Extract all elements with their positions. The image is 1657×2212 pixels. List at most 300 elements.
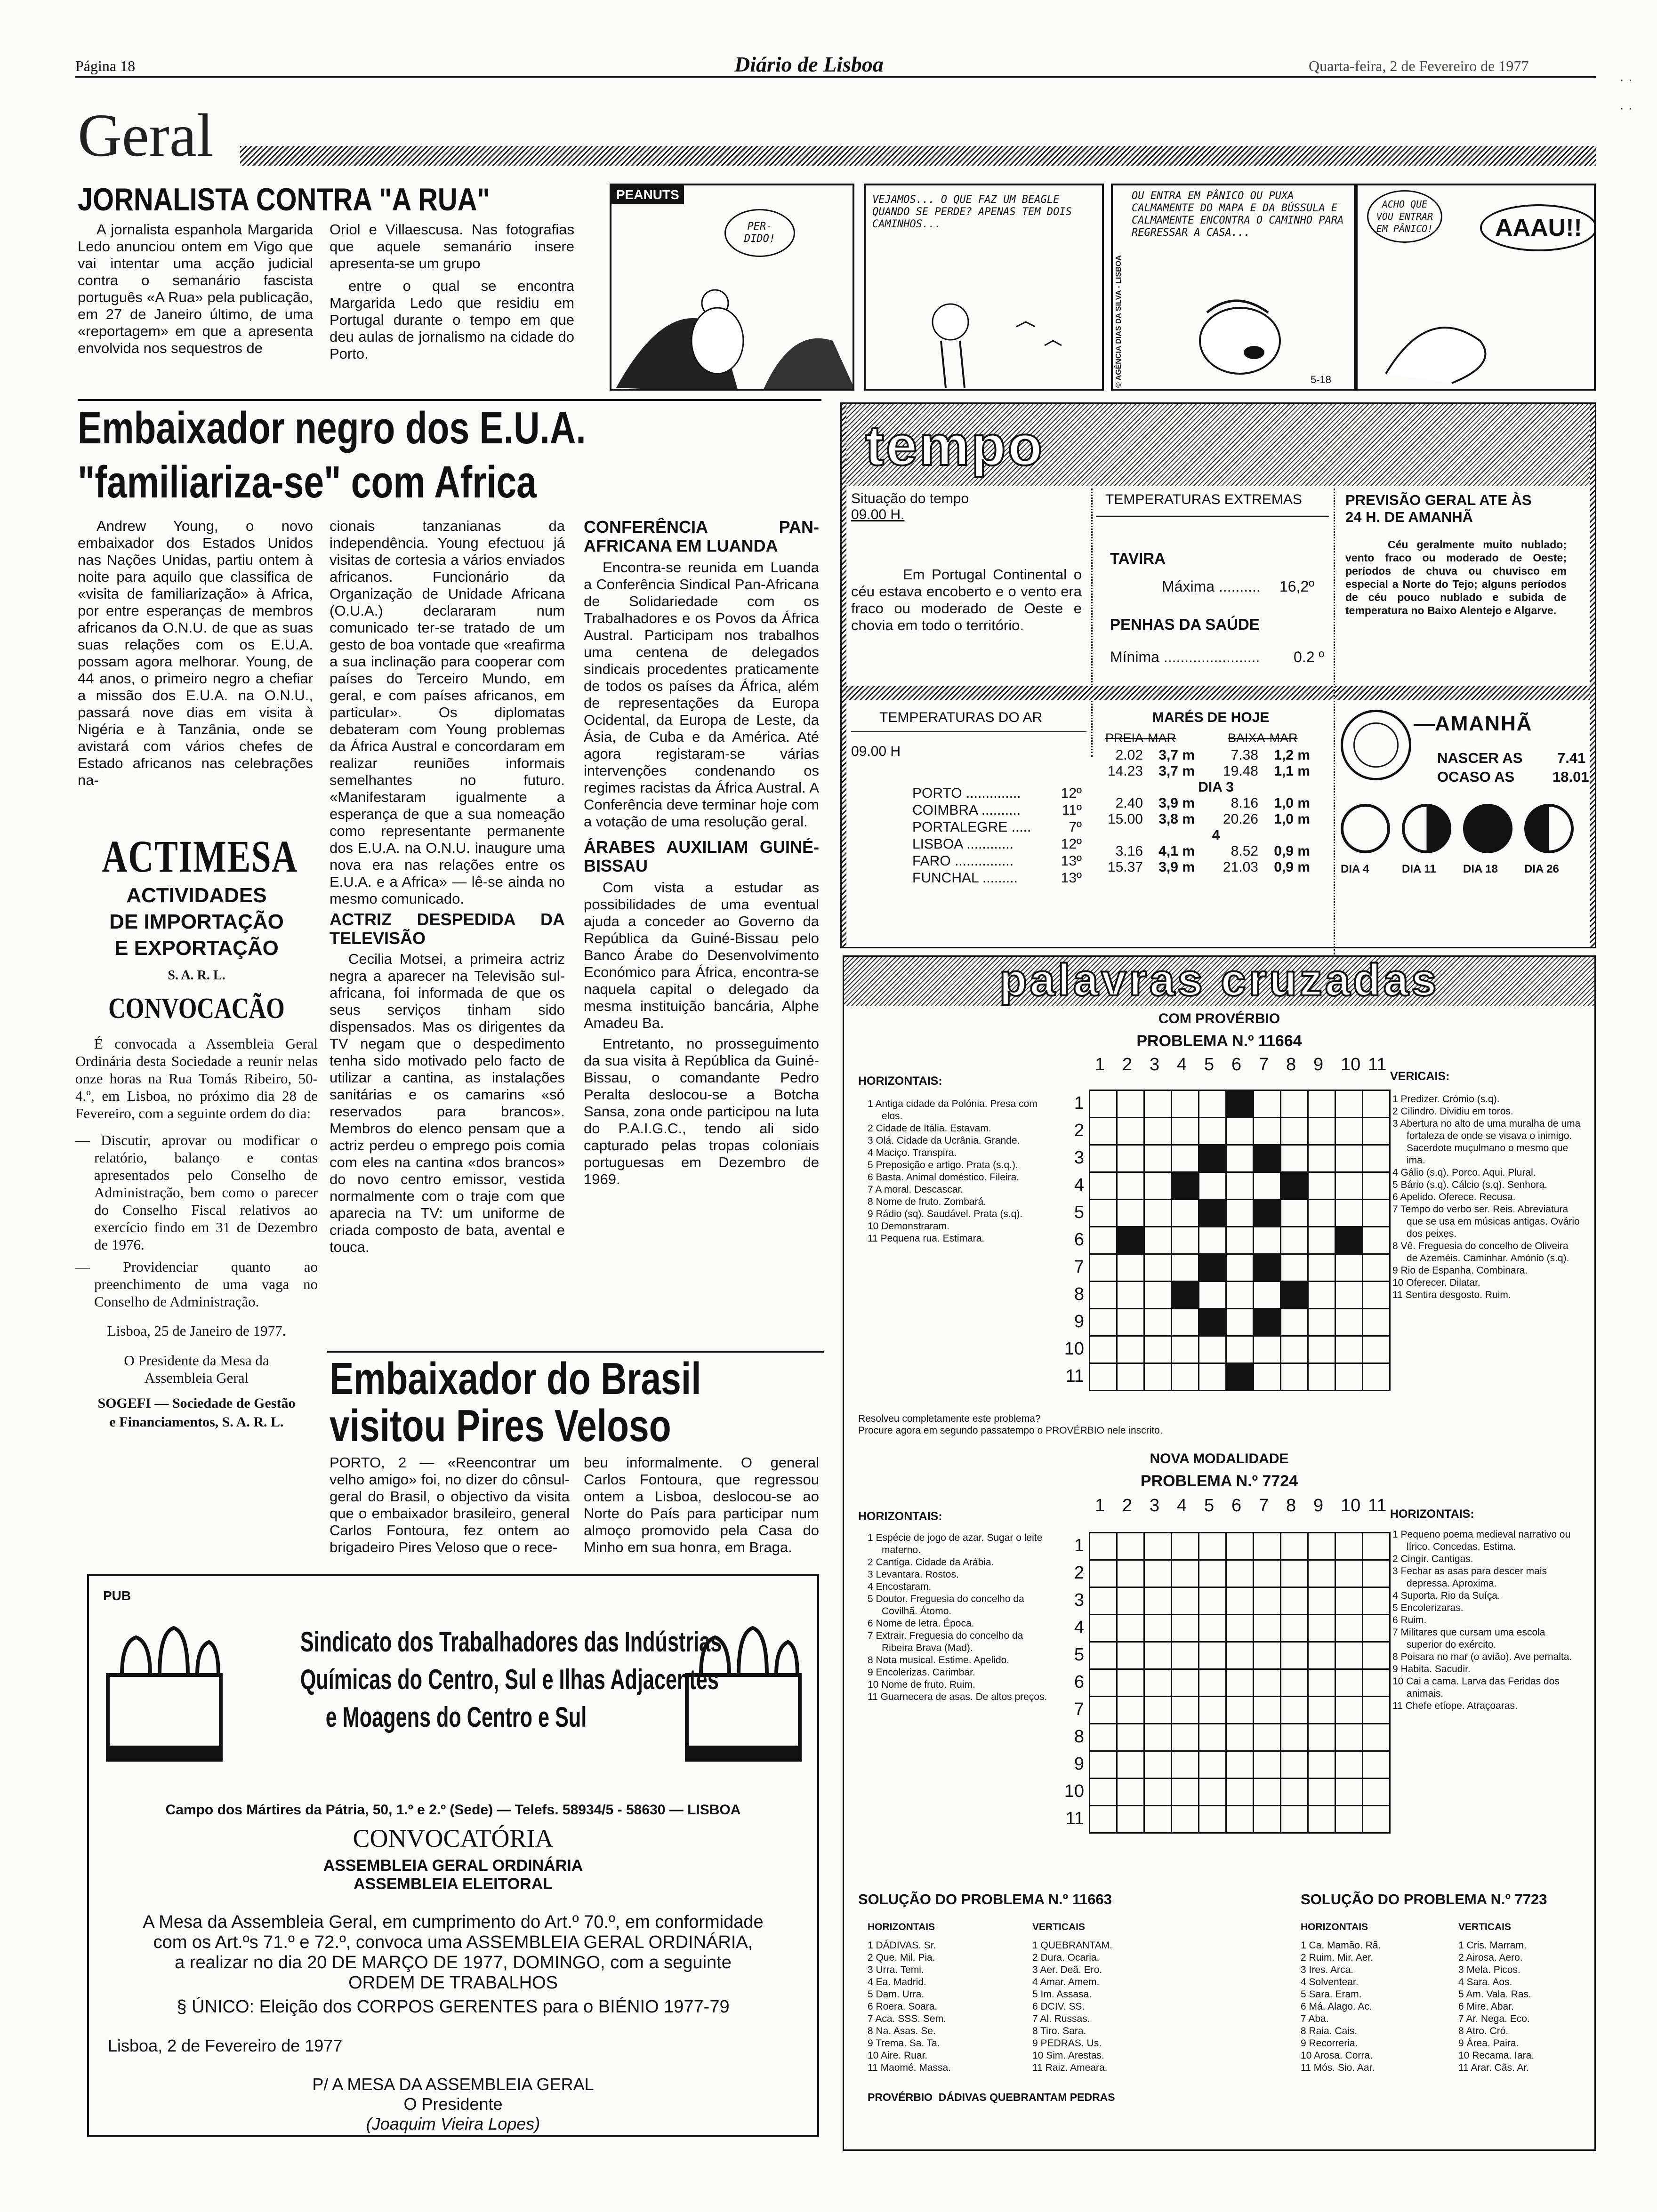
grid-cell[interactable] — [1090, 1254, 1117, 1282]
clue: 6 Ruim. — [1392, 1615, 1427, 1626]
grid-cell — [1254, 1200, 1281, 1227]
row-number: 3 — [1074, 1148, 1084, 1168]
grid-cell[interactable] — [1335, 1669, 1363, 1697]
clue: 2 Cilindro. Dividiu em toros. — [1392, 1106, 1513, 1117]
grid-cell[interactable] — [1090, 1118, 1117, 1145]
grid-cell[interactable] — [1254, 1533, 1281, 1560]
solution-list — [868, 1940, 1023, 2074]
solution-entry: 8 Atro. Cró. — [1458, 2026, 1509, 2036]
grid-cell[interactable] — [1199, 1669, 1226, 1697]
grid-cell[interactable] — [1363, 1642, 1390, 1669]
grid-cell[interactable] — [1363, 1751, 1390, 1779]
grid-cell[interactable] — [1226, 1806, 1254, 1833]
grid-cell[interactable] — [1199, 1724, 1226, 1751]
grid-cell[interactable] — [1117, 1779, 1144, 1806]
grid-cell[interactable] — [1090, 1751, 1117, 1779]
grid-cell[interactable] — [1117, 1172, 1144, 1200]
grid-cell[interactable] — [1117, 1090, 1144, 1118]
grid-cell[interactable] — [1363, 1779, 1390, 1806]
clue: 2 Cantiga. Cidade da Arábia. — [868, 1557, 994, 1568]
grid-cell[interactable] — [1117, 1282, 1144, 1309]
grid-cell[interactable] — [1226, 1587, 1254, 1615]
grid-cell[interactable] — [1090, 1587, 1117, 1615]
grid-cell[interactable] — [1254, 1669, 1281, 1697]
grid-cell[interactable] — [1226, 1309, 1254, 1336]
grid-cell[interactable] — [1308, 1227, 1335, 1254]
grid-cell[interactable] — [1363, 1282, 1390, 1309]
pub-tag: PUB — [103, 1588, 131, 1603]
grid-cell[interactable] — [1199, 1363, 1226, 1391]
grid-cell[interactable] — [1363, 1615, 1390, 1642]
grid-cell[interactable] — [1363, 1227, 1390, 1254]
grid-cell[interactable] — [1199, 1336, 1226, 1363]
grid-cell[interactable] — [1335, 1282, 1363, 1309]
grid-cell[interactable] — [1363, 1118, 1390, 1145]
grid-cell[interactable] — [1254, 1336, 1281, 1363]
air-temp-row — [912, 819, 1082, 836]
grid-cell[interactable] — [1144, 1560, 1172, 1587]
grid-cell[interactable] — [1363, 1309, 1390, 1336]
grid-cell[interactable] — [1308, 1533, 1335, 1560]
grid-cell[interactable] — [1172, 1254, 1199, 1282]
grid-cell[interactable] — [1363, 1533, 1390, 1560]
moon-phase-label: DIA 11 — [1402, 863, 1436, 875]
grid-cell[interactable] — [1090, 1669, 1117, 1697]
grid-cell[interactable] — [1335, 1336, 1363, 1363]
grid-cell[interactable] — [1226, 1724, 1254, 1751]
grid-cell[interactable] — [1144, 1587, 1172, 1615]
grid-cell[interactable] — [1281, 1533, 1308, 1560]
grid-cell[interactable] — [1117, 1615, 1144, 1642]
grid-cell[interactable] — [1335, 1587, 1363, 1615]
grid-cell[interactable] — [1226, 1118, 1254, 1145]
grid-cell[interactable] — [1199, 1560, 1226, 1587]
grid-cell[interactable] — [1254, 1090, 1281, 1118]
grid-cell[interactable] — [1363, 1254, 1390, 1282]
grid-cell — [1254, 1309, 1281, 1336]
grid-cell[interactable] — [1090, 1615, 1117, 1642]
grid-cell[interactable] — [1308, 1254, 1335, 1282]
article-column — [78, 518, 313, 809]
grid-cell[interactable] — [1363, 1172, 1390, 1200]
grid-cell[interactable] — [1144, 1227, 1172, 1254]
grid-cell[interactable] — [1254, 1282, 1281, 1309]
grid-cell[interactable] — [1363, 1587, 1390, 1615]
grid-cell[interactable] — [1144, 1145, 1172, 1172]
grid-cell[interactable] — [1335, 1200, 1363, 1227]
grid-cell[interactable] — [1363, 1697, 1390, 1724]
grid-cell[interactable] — [1254, 1806, 1281, 1833]
grid-row — [1090, 1724, 1390, 1751]
crossword-grid[interactable] — [1089, 1532, 1391, 1834]
grid-cell[interactable] — [1281, 1724, 1308, 1751]
grid-cell[interactable] — [1308, 1309, 1335, 1336]
grid-cell[interactable] — [1308, 1118, 1335, 1145]
grid-cell[interactable] — [1172, 1533, 1199, 1560]
grid-cell[interactable] — [1308, 1724, 1335, 1751]
grid-cell[interactable] — [1254, 1587, 1281, 1615]
grid-cell[interactable] — [1172, 1363, 1199, 1391]
column-rule — [327, 1351, 824, 1353]
grid-cell[interactable] — [1144, 1090, 1172, 1118]
grid-cell[interactable] — [1254, 1642, 1281, 1669]
grid-cell[interactable] — [1281, 1309, 1308, 1336]
grid-cell[interactable] — [1281, 1642, 1308, 1669]
tide-high-label: PREIA-MAR — [1105, 731, 1176, 745]
clue: 5 Bário (s.q). Cálcio (s.q). Senhora. — [1392, 1179, 1548, 1190]
grid-cell[interactable] — [1226, 1642, 1254, 1669]
grid-cell[interactable] — [1226, 1145, 1254, 1172]
grid-cell[interactable] — [1226, 1254, 1254, 1282]
grid-cell[interactable] — [1226, 1697, 1254, 1724]
grid-cell[interactable] — [1199, 1587, 1226, 1615]
grid-cell[interactable] — [1281, 1669, 1308, 1697]
grid-cell[interactable] — [1117, 1309, 1144, 1336]
clue: 11 Sentira desgosto. Ruim. — [1392, 1290, 1511, 1300]
actimesa-line: E EXPORTAÇÃO — [114, 937, 279, 960]
grid-cell[interactable] — [1090, 1697, 1117, 1724]
grid-cell[interactable] — [1172, 1227, 1199, 1254]
grid-cell[interactable] — [1335, 1090, 1363, 1118]
grid-cell[interactable] — [1199, 1090, 1226, 1118]
grid-cell[interactable] — [1172, 1724, 1199, 1751]
grid-cell[interactable] — [1308, 1336, 1335, 1363]
solution-entry: 9 PEDRAS. Us. — [1032, 2038, 1102, 2049]
grid-cell[interactable] — [1172, 1090, 1199, 1118]
crossword-title: palavras cruzadas — [999, 955, 1440, 1005]
clue: 6 Basta. Animal doméstico. Fileira. — [868, 1172, 1020, 1183]
grid-cell[interactable] — [1172, 1309, 1199, 1336]
grid-cell[interactable] — [1172, 1118, 1199, 1145]
grid-cell[interactable] — [1144, 1697, 1172, 1724]
grid-cell[interactable] — [1090, 1336, 1117, 1363]
grid-cell[interactable] — [1335, 1533, 1363, 1560]
grid-cell[interactable] — [1281, 1090, 1308, 1118]
grid-cell[interactable] — [1254, 1363, 1281, 1391]
grid-cell[interactable] — [1199, 1806, 1226, 1833]
grid-cell[interactable] — [1308, 1697, 1335, 1724]
grid-cell[interactable] — [1335, 1172, 1363, 1200]
grid-cell[interactable] — [1335, 1751, 1363, 1779]
grid-cell[interactable] — [1144, 1669, 1172, 1697]
moon-phase-label: DIA 26 — [1524, 863, 1559, 875]
article-text: Cecilia Motsei, a primeira actriz negra a aparecer na Televisão sul-africana, foi informada de que os seus serviços tinham sido dispensados. Mas os dirigentes da TV negam que o despedimento tenha sido motivado pelo facto de utilizar a cantina, as instalações sanitárias e os camarins «só reservados para brancos». Membros do elenco pensam que a actriz perdeu o emprego pois comia com eles na cantina «dos brancos» do novo centro emissor, vestida normalmente com o traje com que aparecia na TV: um uniforme de criada composto de bata, avental e touca. — [330, 951, 565, 1255]
grid-cell[interactable] — [1363, 1200, 1390, 1227]
grid-cell[interactable] — [1226, 1282, 1254, 1309]
grid-cell[interactable] — [1226, 1560, 1254, 1587]
grid-cell[interactable] — [1254, 1118, 1281, 1145]
grid-cell[interactable] — [1226, 1227, 1254, 1254]
air-rule — [851, 729, 1086, 733]
grid-cell[interactable] — [1254, 1227, 1281, 1254]
grid-cell[interactable] — [1363, 1363, 1390, 1391]
grid-cell[interactable] — [1335, 1145, 1363, 1172]
sun-icon — [1341, 710, 1411, 780]
grid-cell[interactable] — [1308, 1200, 1335, 1227]
grid-cell[interactable] — [1281, 1587, 1308, 1615]
city-name: PORTO .............. — [912, 785, 1021, 801]
city-temp: 11º — [1062, 802, 1082, 818]
grid-cell[interactable] — [1335, 1560, 1363, 1587]
solution-entry: 3 Aer. Deã. Ero. — [1032, 1964, 1102, 1975]
weather-divider — [1091, 489, 1093, 757]
grid-cell[interactable] — [1144, 1118, 1172, 1145]
grid-cell[interactable] — [1144, 1751, 1172, 1779]
grid-cell[interactable] — [1172, 1806, 1199, 1833]
grid-cell[interactable] — [1308, 1363, 1335, 1391]
grid-cell[interactable] — [1090, 1282, 1117, 1309]
grid-cell[interactable] — [1281, 1363, 1308, 1391]
grid-cell[interactable] — [1363, 1336, 1390, 1363]
solution-entry: 9 Área. Paira. — [1458, 2038, 1519, 2049]
grid-cell[interactable] — [1308, 1172, 1335, 1200]
grid-cell[interactable] — [1308, 1090, 1335, 1118]
grid-cell[interactable] — [1308, 1145, 1335, 1172]
grid-cell[interactable] — [1254, 1615, 1281, 1642]
grid-cell[interactable] — [1117, 1145, 1144, 1172]
grid-cell[interactable] — [1172, 1587, 1199, 1615]
grid-column-numbers — [1091, 1496, 1392, 1515]
grid-cell[interactable] — [1117, 1118, 1144, 1145]
grid-cell[interactable] — [1281, 1200, 1308, 1227]
tide-value: 2.02 — [1115, 747, 1143, 763]
grid-cell[interactable] — [1335, 1363, 1363, 1391]
solution-list — [1458, 1940, 1590, 2074]
grid-cell[interactable] — [1172, 1336, 1199, 1363]
grid-cell[interactable] — [1254, 1697, 1281, 1724]
clue: 1 Predizer. Crómio (s.q). — [1392, 1094, 1500, 1105]
column-number: 10 — [1341, 1055, 1361, 1074]
grid-cell[interactable] — [1117, 1697, 1144, 1724]
grid-cell[interactable] — [1308, 1642, 1335, 1669]
grid-cell[interactable] — [1363, 1560, 1390, 1587]
ad-paragraph: a realizar no dia 20 DE MARÇO DE 1977, DOMINGO, com a seguinte — [175, 1953, 732, 1972]
grid-cell[interactable] — [1144, 1363, 1172, 1391]
moon-phase-label: DIA 18 — [1463, 863, 1498, 875]
grid-cell[interactable] — [1090, 1227, 1117, 1254]
grid-cell[interactable] — [1144, 1642, 1172, 1669]
grid-cell[interactable] — [1090, 1200, 1117, 1227]
grid-cell[interactable] — [1172, 1751, 1199, 1779]
grid-cell[interactable] — [1172, 1145, 1199, 1172]
tide-value: 1,0 m — [1274, 811, 1310, 827]
row-number: 6 — [1074, 1672, 1084, 1692]
grid-cell[interactable] — [1090, 1533, 1117, 1560]
grid-cell[interactable] — [1199, 1779, 1226, 1806]
clue: 1 Pequeno poema medieval narrativo ou lírico. Concedas. Estima. — [1392, 1529, 1571, 1552]
grid-cell[interactable] — [1363, 1806, 1390, 1833]
grid-cell[interactable] — [1281, 1779, 1308, 1806]
grid-cell[interactable] — [1117, 1533, 1144, 1560]
grid-cell[interactable] — [1226, 1751, 1254, 1779]
grid-cell[interactable] — [1254, 1751, 1281, 1779]
grid-cell[interactable] — [1226, 1779, 1254, 1806]
grid-cell[interactable] — [1144, 1254, 1172, 1282]
grid-cell[interactable] — [1090, 1560, 1117, 1587]
grid-cell[interactable] — [1281, 1615, 1308, 1642]
grid-cell[interactable] — [1199, 1615, 1226, 1642]
grid-cell[interactable] — [1226, 1533, 1254, 1560]
grid-cell[interactable] — [1144, 1806, 1172, 1833]
solution-entry: 4 Solventear. — [1301, 1977, 1359, 1988]
grid-cell[interactable] — [1144, 1172, 1172, 1200]
grid-cell[interactable] — [1090, 1724, 1117, 1751]
clue: 8 Nome de fruto. Zombará. — [868, 1196, 987, 1207]
article-column — [330, 1454, 570, 1567]
grid-cell[interactable] — [1281, 1751, 1308, 1779]
grid-cell[interactable] — [1199, 1118, 1226, 1145]
grid-cell[interactable] — [1363, 1669, 1390, 1697]
clue: 1 Espécie de jogo de azar. Sugar o leite materno. — [868, 1532, 1043, 1555]
grid-cell[interactable] — [1117, 1669, 1144, 1697]
grid-cell[interactable] — [1226, 1615, 1254, 1642]
row-number: 9 — [1074, 1754, 1084, 1774]
grid-cell[interactable] — [1144, 1615, 1172, 1642]
grid-cell[interactable] — [1363, 1145, 1390, 1172]
grid-cell[interactable] — [1335, 1642, 1363, 1669]
actimesa-item: — Providenciar quanto ao preenchimento de uma vaga no Conselho de Administração. — [75, 1258, 318, 1310]
grid-cell[interactable] — [1199, 1751, 1226, 1779]
grid-cell[interactable] — [1308, 1779, 1335, 1806]
max-label: Máxima .......... — [1162, 578, 1261, 595]
column-number: 11 — [1368, 1496, 1387, 1515]
grid-cell[interactable] — [1281, 1560, 1308, 1587]
grid-cell[interactable] — [1335, 1724, 1363, 1751]
grid-cell[interactable] — [1308, 1615, 1335, 1642]
grid-cell[interactable] — [1335, 1779, 1363, 1806]
grid-cell[interactable] — [1117, 1806, 1144, 1833]
solution-entry: 9 Recorreria. — [1301, 2038, 1358, 2049]
grid-cell[interactable] — [1308, 1751, 1335, 1779]
ad-sign: P/ A MESA DA ASSEMBLEIA GERAL — [312, 2075, 594, 2094]
grid-cell[interactable] — [1335, 1697, 1363, 1724]
grid-cell[interactable] — [1090, 1090, 1117, 1118]
grid-cell[interactable] — [1226, 1172, 1254, 1200]
article-text: Entretanto, no prosseguimento da sua visita à República da Guiné-Bissau, o comandante Pedro Peralta deslocou-se a Botcha Sansa, zona onde participou na luta do P.A.I.G.C., tendo ali sido capturado pelas tropas coloniais portuguesas em Dezembro de 1969. — [584, 1035, 819, 1187]
grid-cell[interactable] — [1363, 1090, 1390, 1118]
solution-entry: 6 Roera. Soara. — [868, 2001, 938, 2012]
grid-cell[interactable] — [1090, 1309, 1117, 1336]
grid-cell[interactable] — [1117, 1751, 1144, 1779]
grid-cell[interactable] — [1308, 1806, 1335, 1833]
grid-cell[interactable] — [1281, 1806, 1308, 1833]
grid-cell[interactable] — [1144, 1200, 1172, 1227]
row-number: 1 — [1074, 1093, 1084, 1113]
grid-cell[interactable] — [1226, 1336, 1254, 1363]
solution-sub: VERTICAIS — [1458, 1922, 1512, 1932]
grid-cell[interactable] — [1254, 1779, 1281, 1806]
grid-cell[interactable] — [1144, 1779, 1172, 1806]
clue: 6 Apelido. Oferece. Recusa. — [1392, 1192, 1516, 1202]
actimesa-item: — Discutir, aprovar ou modificar o relatório, balanço e contas apresentados pelo Conselho de Administração, bem como o parecer do Conselho Fiscal relativos ao exercício findo em 31 de Dezembro de 1976. — [75, 1132, 318, 1253]
grid-cell[interactable] — [1335, 1806, 1363, 1833]
article-column — [584, 1454, 819, 1567]
crossword-grid[interactable] — [1089, 1090, 1391, 1391]
grid-cell[interactable] — [1199, 1697, 1226, 1724]
grid-cell[interactable] — [1144, 1724, 1172, 1751]
clue: 5 Encolerizaras. — [1392, 1603, 1464, 1613]
grid-cell[interactable] — [1090, 1806, 1117, 1833]
grid-cell[interactable] — [1144, 1282, 1172, 1309]
grid-cell[interactable] — [1199, 1533, 1226, 1560]
grid-cell[interactable] — [1090, 1363, 1117, 1391]
grid-row — [1090, 1363, 1390, 1391]
grid-cell[interactable] — [1117, 1200, 1144, 1227]
grid-cell[interactable] — [1226, 1669, 1254, 1697]
solution-entry: 11 Arar. Cãs. Ar. — [1458, 2062, 1529, 2073]
grid-cell[interactable] — [1117, 1336, 1144, 1363]
masthead: Diário de Lisboa — [734, 52, 884, 76]
grid-cell[interactable] — [1335, 1615, 1363, 1642]
grid-cell — [1226, 1363, 1254, 1391]
grid-cell[interactable] — [1090, 1642, 1117, 1669]
grid-cell[interactable] — [1363, 1724, 1390, 1751]
grid-cell[interactable] — [1199, 1642, 1226, 1669]
grid-cell[interactable] — [1281, 1254, 1308, 1282]
grid-cell[interactable] — [1199, 1227, 1226, 1254]
grid-cell[interactable] — [1281, 1145, 1308, 1172]
grid-cell[interactable] — [1172, 1642, 1199, 1669]
grid-cell[interactable] — [1172, 1779, 1199, 1806]
grid-cell[interactable] — [1335, 1118, 1363, 1145]
grid-cell[interactable] — [1117, 1642, 1144, 1669]
grid-cell[interactable] — [1090, 1172, 1117, 1200]
grid-cell[interactable] — [1281, 1227, 1308, 1254]
grid-cell[interactable] — [1308, 1669, 1335, 1697]
grid-cell[interactable] — [1199, 1172, 1226, 1200]
article-text: entre o qual se encontra Margarida Ledo que residiu em Portugal durante o tempo em que deu aulas de jornalismo na cidade do Porto. — [330, 278, 574, 362]
grid-cell[interactable] — [1254, 1724, 1281, 1751]
grid-cell[interactable] — [1254, 1172, 1281, 1200]
grid-cell[interactable] — [1281, 1118, 1308, 1145]
grid-cell — [1254, 1254, 1281, 1282]
grid-cell[interactable] — [1281, 1697, 1308, 1724]
grid-cell[interactable] — [1144, 1336, 1172, 1363]
grid-cell[interactable] — [1199, 1282, 1226, 1309]
grid-cell[interactable] — [1144, 1533, 1172, 1560]
moon-phase-icon — [1341, 804, 1390, 853]
grid-cell[interactable] — [1090, 1779, 1117, 1806]
grid-cell[interactable] — [1172, 1560, 1199, 1587]
grid-cell[interactable] — [1308, 1587, 1335, 1615]
grid-cell[interactable] — [1144, 1309, 1172, 1336]
grid-cell[interactable] — [1254, 1560, 1281, 1587]
grid-cell[interactable] — [1308, 1282, 1335, 1309]
grid-cell[interactable] — [1335, 1254, 1363, 1282]
grid-cell[interactable] — [1117, 1560, 1144, 1587]
grid-cell[interactable] — [1226, 1200, 1254, 1227]
grid-cell[interactable] — [1117, 1363, 1144, 1391]
city-name: COIMBRA .......... — [912, 802, 1021, 818]
ad-body — [89, 1802, 817, 2134]
actimesa-line: S. A. R. L. — [168, 968, 225, 983]
tide-value: 3.16 — [1115, 843, 1143, 859]
grid-cell[interactable] — [1090, 1145, 1117, 1172]
grid-cell[interactable] — [1172, 1697, 1199, 1724]
grid-cell[interactable] — [1172, 1200, 1199, 1227]
grid-cell[interactable] — [1335, 1309, 1363, 1336]
grid-cell[interactable] — [1281, 1336, 1308, 1363]
column-number: 7 — [1259, 1055, 1269, 1074]
grid-cell[interactable] — [1117, 1254, 1144, 1282]
grid-cell[interactable] — [1308, 1560, 1335, 1587]
grid-cell[interactable] — [1117, 1724, 1144, 1751]
solution-sub: HORIZONTAIS — [868, 1922, 935, 1932]
clue: 10 Oferecer. Dilatar. — [1392, 1277, 1480, 1288]
grid-cell[interactable] — [1172, 1615, 1199, 1642]
grid-cell[interactable] — [1117, 1587, 1144, 1615]
grid-cell[interactable] — [1172, 1669, 1199, 1697]
